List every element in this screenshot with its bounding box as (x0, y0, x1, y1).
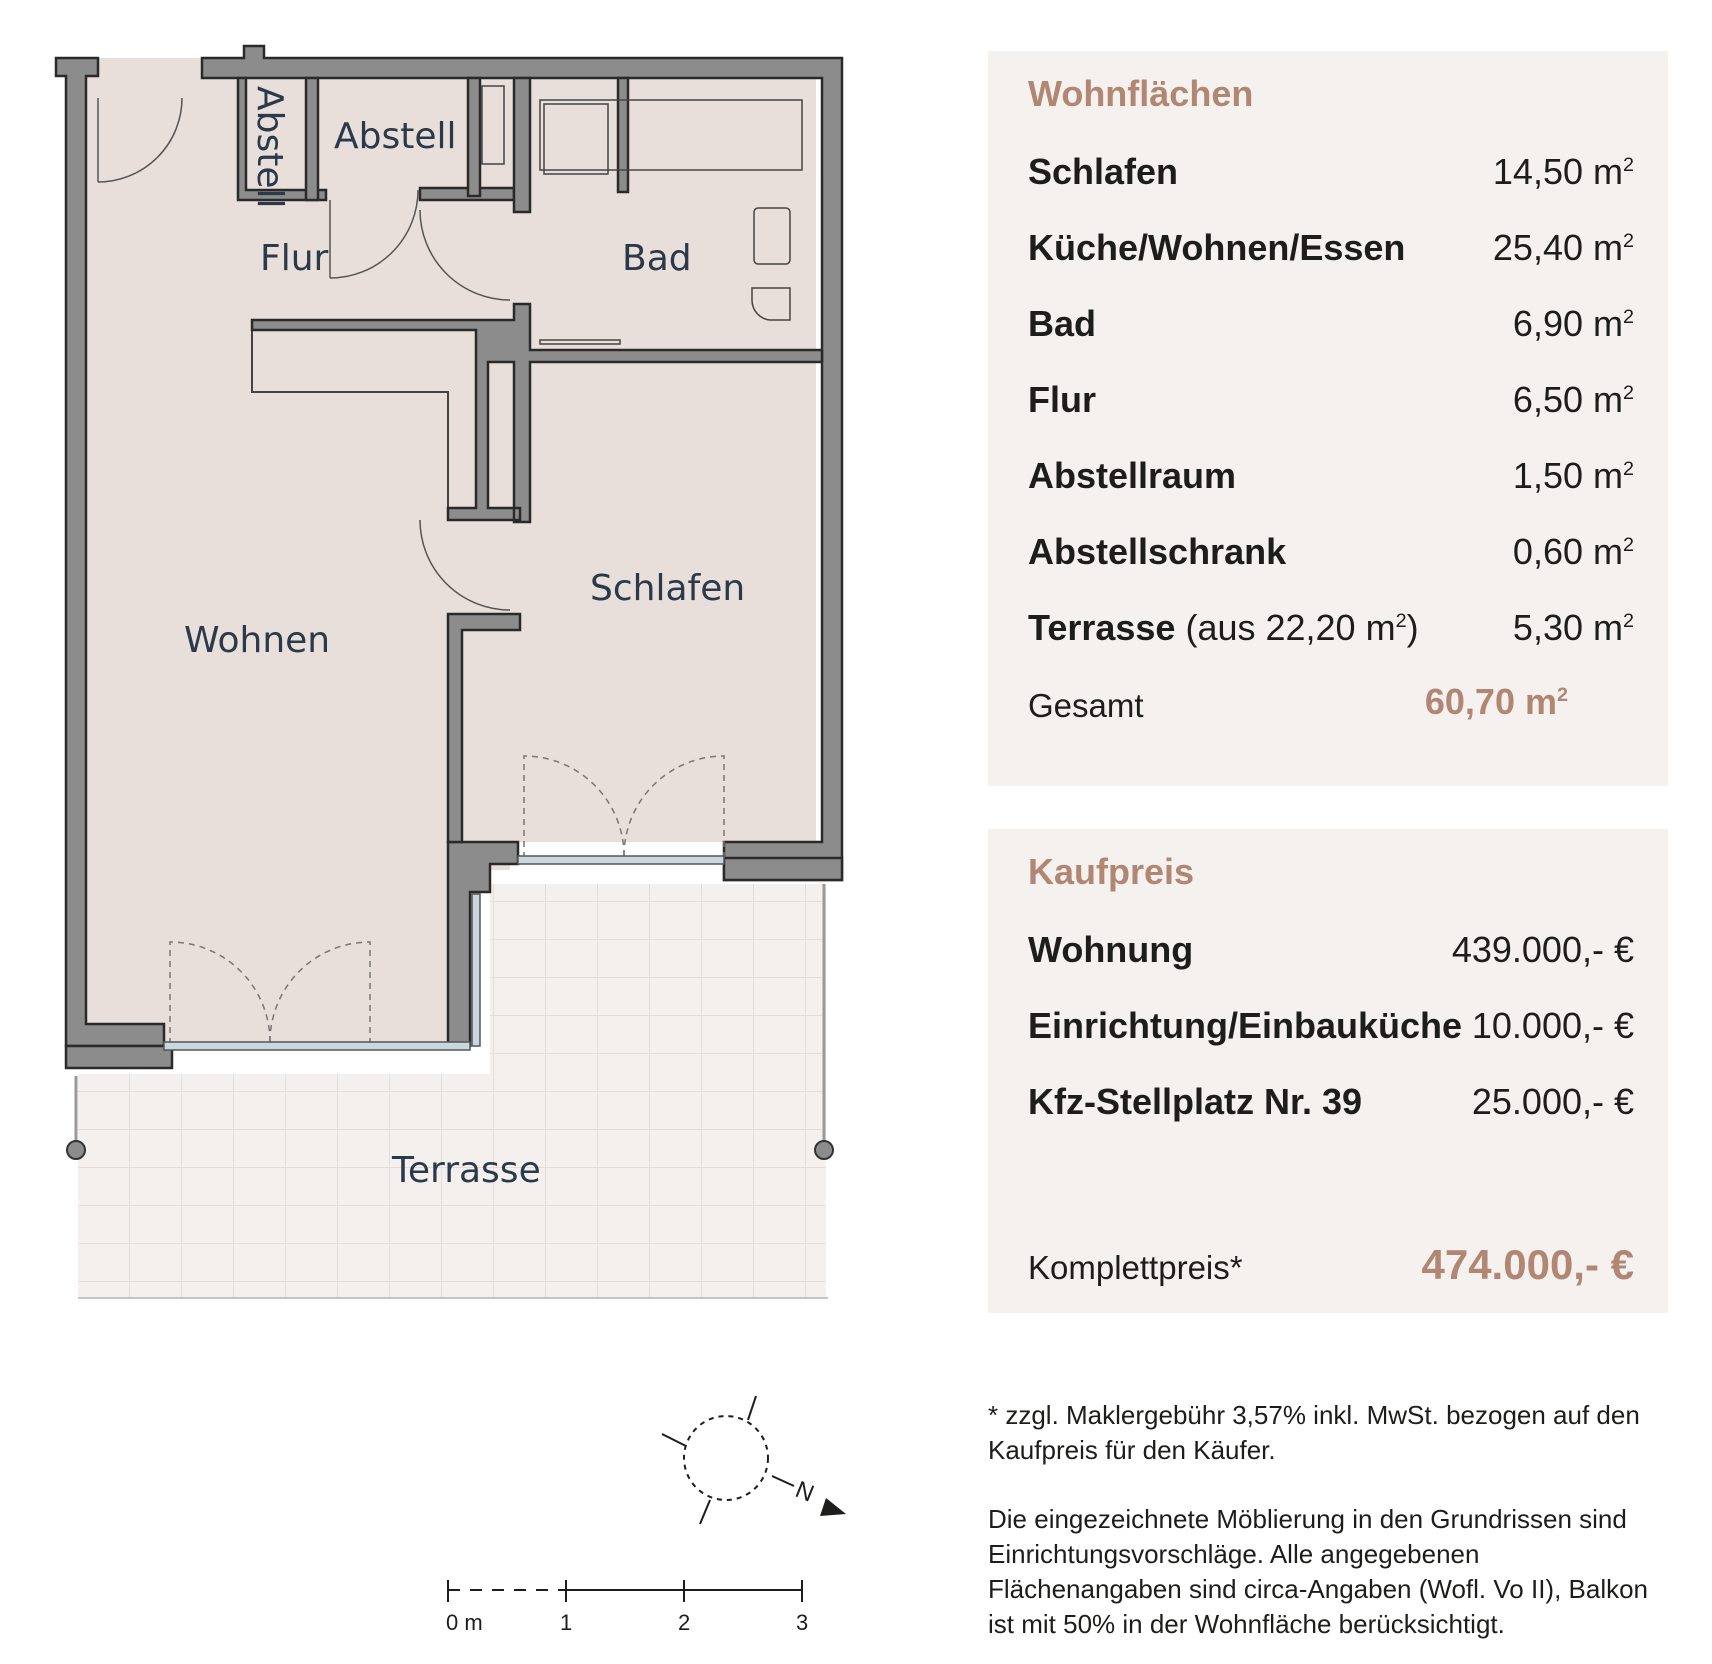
area-value: 14,50 $m^2$ (1492, 151, 1634, 192)
scale-label-2: 2 (678, 1610, 691, 1635)
price-row-einrichtung (1028, 1005, 1634, 1047)
scale-label-1: 1 (560, 1610, 573, 1635)
price-total-value: 474.000,- € (1421, 1241, 1634, 1288)
price-value: 25.000,- € (1471, 1081, 1634, 1122)
price-total-label: Komplettpreis* (1028, 1249, 1243, 1286)
area-value: 1,50 $m^2$ (1512, 455, 1634, 496)
area-label: Küche/Wohnen/Essen (1028, 227, 1406, 268)
areas-title: Wohnflächen (1028, 73, 1254, 114)
area-label: Terrasse (aus 22,20 $m^2$) (1028, 607, 1419, 648)
footnote: * zzgl. Maklergebühr 3,57% inkl. MwSt. bezogen auf den Kaufpreis für den Käufer. (988, 1400, 1640, 1465)
disclaimer: Die eingezeichnete Möblierung in den Grundrissen sind Einrichtungsvorschläge. Alle angegebenen Flächenangaben sind circa-Angaben (Wofl. Vo II), Balkon ist mit 50% in der Wohnfläche berücksichtigt. (988, 1504, 1649, 1639)
price-title: Kaufpreis (1028, 851, 1195, 892)
area-label: Abstellraum (1028, 455, 1237, 496)
area-row-terrasse (1028, 607, 1634, 649)
area-row-kueche (1028, 227, 1634, 269)
area-row-bad (1028, 303, 1634, 345)
room-label-schlafen: Schlafen (590, 568, 746, 609)
area-value: 6,90 $m^2$ (1512, 303, 1634, 344)
price-value: 10.000,- € (1471, 1005, 1634, 1046)
terrace-post-right (815, 1141, 833, 1159)
area-label: Abstellschrank (1028, 531, 1287, 572)
area-row-abstellraum (1028, 455, 1634, 497)
area-value: 0,60 $m^2$ (1512, 531, 1634, 572)
area-value: 6,50 $m^2$ (1512, 379, 1634, 420)
price-row-stellplatz (1028, 1081, 1634, 1123)
compass (662, 1396, 846, 1524)
area-row-flur (1028, 379, 1634, 421)
areas-total-value: 60,70 $m^2$ (1424, 681, 1568, 722)
scale-label-0: 0 m (446, 1610, 483, 1635)
area-label: Flur (1028, 379, 1096, 420)
price-value: 439.000,- € (1451, 929, 1634, 970)
area-label: Bad (1028, 303, 1097, 344)
room-label-terrasse: Terrasse (392, 1150, 541, 1191)
area-row-abstellschrank (1028, 531, 1634, 573)
room-label-abstell: Abstell (334, 116, 457, 157)
price-label: Kfz-Stellplatz Nr. 39 (1028, 1081, 1363, 1122)
scale-label-3: 3 (796, 1610, 809, 1635)
price-label: Wohnung (1028, 929, 1194, 970)
areas-panel (988, 51, 1668, 786)
room-label-flur: Flur (260, 238, 329, 279)
scale-bar (448, 1580, 802, 1602)
room-label-bad: Bad (622, 238, 692, 279)
areas-total-label: Gesamt (1028, 687, 1144, 724)
price-panel (988, 829, 1668, 1313)
room-label-wohnen: Wohnen (184, 620, 331, 661)
price-row-wohnung (1028, 929, 1634, 971)
room-label-abstell-small: Abstell (249, 86, 290, 209)
area-value: 5,30 $m^2$ (1512, 607, 1634, 648)
north-letter: N (791, 1476, 818, 1508)
area-row-schlafen (1028, 151, 1634, 193)
price-label: Einrichtung/Einbauküche (1028, 1005, 1463, 1046)
terrace-post-left (67, 1141, 85, 1159)
area-label: Schlafen (1028, 151, 1179, 192)
north-arrow-icon (820, 1498, 846, 1516)
area-value: 25,40 $m^2$ (1492, 227, 1634, 268)
